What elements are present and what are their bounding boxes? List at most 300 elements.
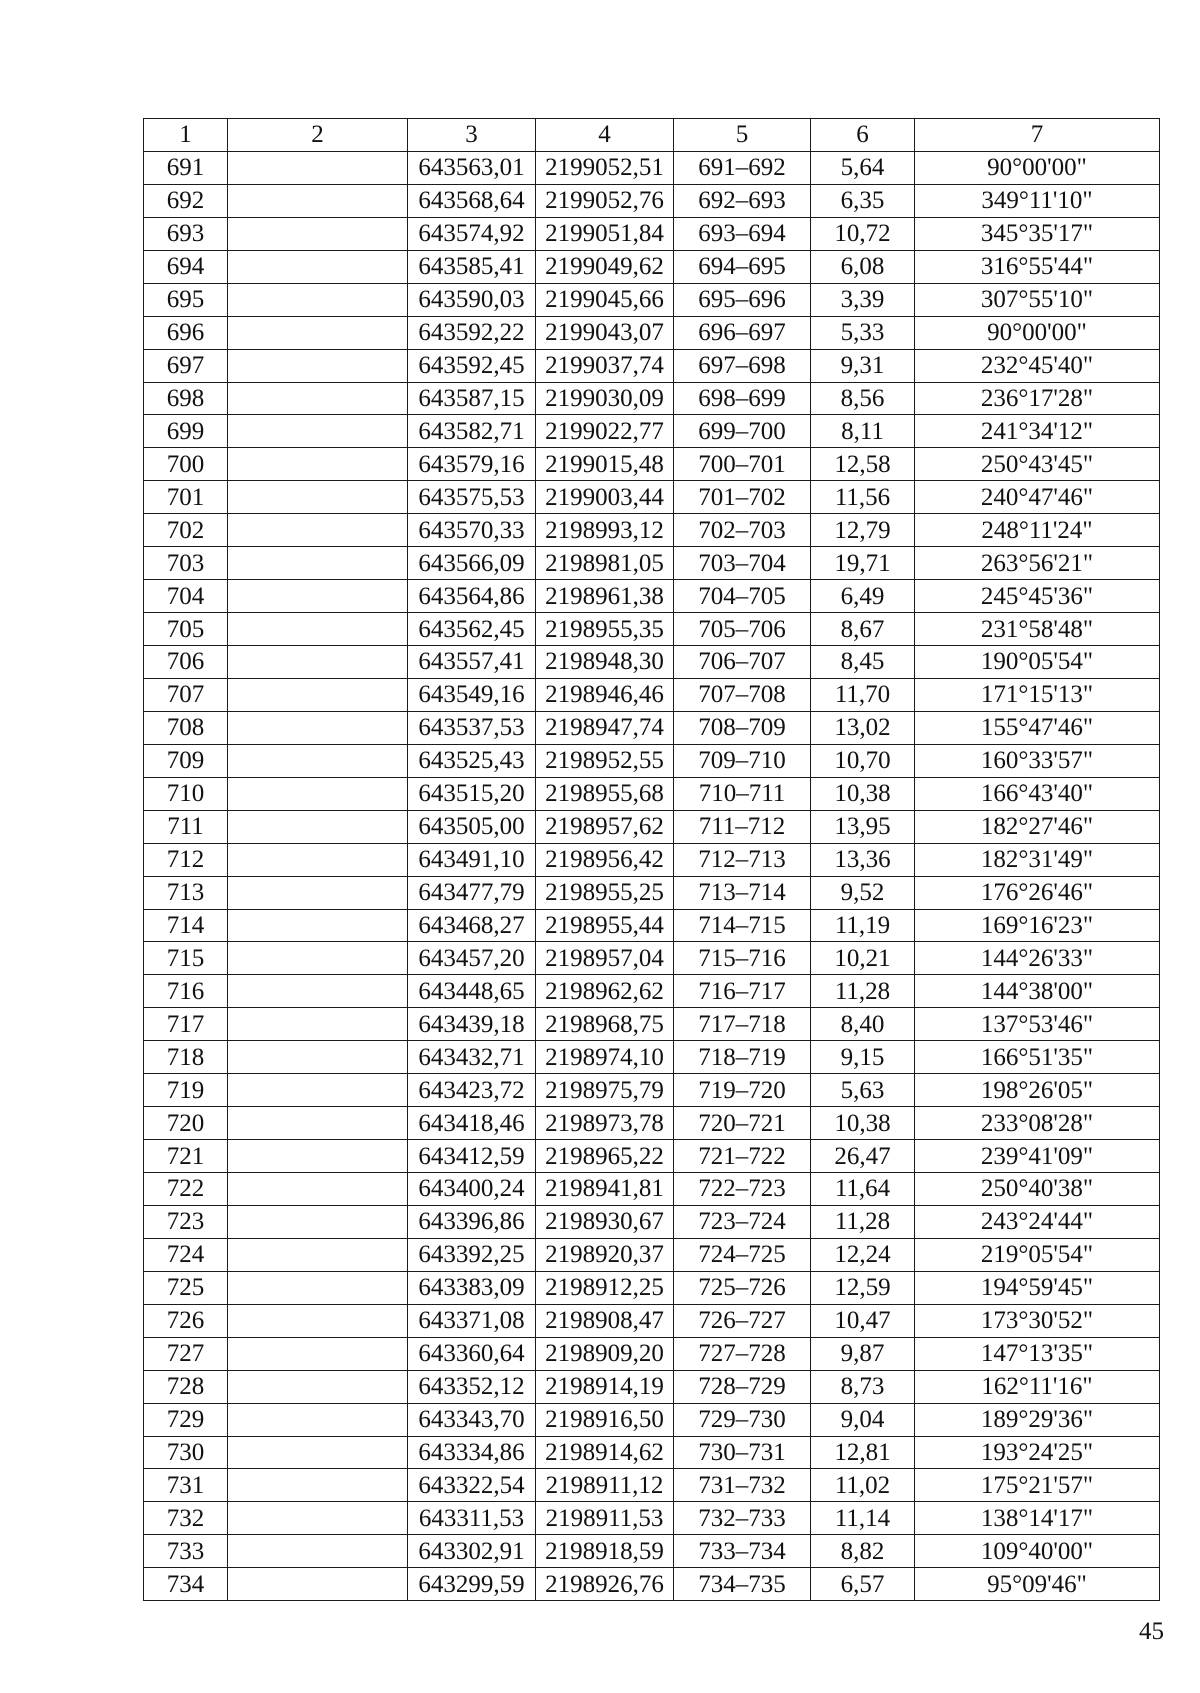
table-row (144, 613, 1160, 646)
table-cell: 11,56 (811, 481, 915, 514)
table-cell: 9,15 (811, 1041, 915, 1074)
table-cell: 733 (144, 1535, 228, 1568)
table-cell: 695–696 (674, 283, 811, 316)
table-cell: 10,72 (811, 217, 915, 250)
table-cell: 2199043,07 (536, 316, 674, 349)
table-cell: 643396,86 (408, 1205, 536, 1238)
table-row (144, 1502, 1160, 1535)
table-cell: 643566,09 (408, 547, 536, 580)
table-cell: 643477,79 (408, 876, 536, 909)
table-cell: 692 (144, 184, 228, 217)
table-cell: 171°15'13" (915, 678, 1160, 711)
table-cell: 643439,18 (408, 1008, 536, 1041)
table-cell: 643468,27 (408, 909, 536, 942)
table-cell: 198°26'05" (915, 1074, 1160, 1107)
table-cell: 643343,70 (408, 1403, 536, 1436)
table-cell: 13,95 (811, 810, 915, 843)
table-cell: 723 (144, 1205, 228, 1238)
table-cell: 2198957,62 (536, 810, 674, 843)
table-cell: 160°33'57" (915, 744, 1160, 777)
table-cell: 643557,41 (408, 646, 536, 679)
table-cell: 219°05'54" (915, 1238, 1160, 1271)
table-cell: 2198926,76 (536, 1568, 674, 1601)
table-cell: 2199051,84 (536, 217, 674, 250)
table-cell: 2198948,30 (536, 646, 674, 679)
table-cell: 138°14'17" (915, 1502, 1160, 1535)
table-cell: 2198955,68 (536, 777, 674, 810)
table-cell: 8,45 (811, 646, 915, 679)
table-cell: 345°35'17" (915, 217, 1160, 250)
table-cell: 643432,71 (408, 1041, 536, 1074)
table-cell: 2198962,62 (536, 975, 674, 1008)
table-row (144, 1436, 1160, 1469)
table-cell: 643311,53 (408, 1502, 536, 1535)
table-cell: 721–722 (674, 1140, 811, 1173)
table-cell (228, 975, 408, 1008)
table-cell (228, 1568, 408, 1601)
table-row (144, 316, 1160, 349)
table-cell: 643537,53 (408, 711, 536, 744)
column-header: 6 (811, 119, 915, 152)
column-header: 2 (228, 119, 408, 152)
table-cell: 8,73 (811, 1370, 915, 1403)
table-cell: 706–707 (674, 646, 811, 679)
table-cell: 90°00'00" (915, 151, 1160, 184)
table-cell: 699–700 (674, 415, 811, 448)
table-cell (228, 1238, 408, 1271)
table-cell: 700–701 (674, 448, 811, 481)
column-header: 3 (408, 119, 536, 152)
table-cell: 162°11'16" (915, 1370, 1160, 1403)
table-cell (228, 711, 408, 744)
table-cell: 643457,20 (408, 942, 536, 975)
table-cell (228, 1337, 408, 1370)
table-cell (228, 1403, 408, 1436)
table-row (144, 1568, 1160, 1601)
table-cell: 703 (144, 547, 228, 580)
table-cell: 643574,92 (408, 217, 536, 250)
table-cell: 9,52 (811, 876, 915, 909)
table-cell: 2199022,77 (536, 415, 674, 448)
table-cell: 643587,15 (408, 382, 536, 415)
table-row (144, 1238, 1160, 1271)
table-cell: 643564,86 (408, 580, 536, 613)
table-cell: 2198965,22 (536, 1140, 674, 1173)
table-cell: 699 (144, 415, 228, 448)
table-cell: 2198908,47 (536, 1304, 674, 1337)
table-cell: 694 (144, 250, 228, 283)
table-cell: 2198909,20 (536, 1337, 674, 1370)
table-cell: 144°26'33" (915, 942, 1160, 975)
table-cell: 236°17'28" (915, 382, 1160, 415)
table-cell: 698 (144, 382, 228, 415)
table-cell: 245°45'36" (915, 580, 1160, 613)
table-cell: 696 (144, 316, 228, 349)
table-cell: 700 (144, 448, 228, 481)
table-cell: 643412,59 (408, 1140, 536, 1173)
table-cell (228, 1304, 408, 1337)
table-cell: 11,28 (811, 975, 915, 1008)
table-cell: 643570,33 (408, 514, 536, 547)
table-cell: 182°31'49" (915, 843, 1160, 876)
table-cell: 176°26'46" (915, 876, 1160, 909)
table-cell: 2198930,67 (536, 1205, 674, 1238)
table-cell: 712–713 (674, 843, 811, 876)
table-cell: 144°38'00" (915, 975, 1160, 1008)
table-cell: 2198955,44 (536, 909, 674, 942)
table-cell (228, 151, 408, 184)
table-cell: 2198952,55 (536, 744, 674, 777)
table-cell: 701 (144, 481, 228, 514)
table-cell: 175°21'57" (915, 1469, 1160, 1502)
table-cell (228, 942, 408, 975)
table-cell: 193°24'25" (915, 1436, 1160, 1469)
table-row (144, 1107, 1160, 1140)
table-cell: 705 (144, 613, 228, 646)
table-cell: 2198916,50 (536, 1403, 674, 1436)
table-cell: 307°55'10" (915, 283, 1160, 316)
table-cell (228, 1074, 408, 1107)
table-cell: 316°55'44" (915, 250, 1160, 283)
table-row (144, 1469, 1160, 1502)
table-cell: 248°11'24" (915, 514, 1160, 547)
table-cell (228, 580, 408, 613)
table-cell (228, 316, 408, 349)
table-cell: 710–711 (674, 777, 811, 810)
table-cell: 8,56 (811, 382, 915, 415)
table-cell (228, 1271, 408, 1304)
table-cell: 8,67 (811, 613, 915, 646)
column-header: 4 (536, 119, 674, 152)
table-row (144, 448, 1160, 481)
table-cell: 2199052,76 (536, 184, 674, 217)
table-cell: 239°41'09" (915, 1140, 1160, 1173)
table-cell: 643579,16 (408, 448, 536, 481)
table-cell: 8,40 (811, 1008, 915, 1041)
table-cell: 643418,46 (408, 1107, 536, 1140)
table-cell: 8,82 (811, 1535, 915, 1568)
table-cell: 232°45'40" (915, 349, 1160, 382)
table-cell: 709–710 (674, 744, 811, 777)
table-row (144, 349, 1160, 382)
table-cell (228, 646, 408, 679)
table-cell: 2198920,37 (536, 1238, 674, 1271)
table-cell (228, 678, 408, 711)
table-cell: 2198941,81 (536, 1173, 674, 1206)
table-cell: 643575,53 (408, 481, 536, 514)
column-header: 7 (915, 119, 1160, 152)
table-cell: 697 (144, 349, 228, 382)
table-cell: 717 (144, 1008, 228, 1041)
table-cell: 722 (144, 1173, 228, 1206)
table-cell: 11,02 (811, 1469, 915, 1502)
table-cell: 724–725 (674, 1238, 811, 1271)
column-header: 5 (674, 119, 811, 152)
table-header-row (144, 119, 1160, 152)
table-cell: 734 (144, 1568, 228, 1601)
table-cell: 2198914,62 (536, 1436, 674, 1469)
table-cell: 6,08 (811, 250, 915, 283)
table-cell: 696–697 (674, 316, 811, 349)
table-cell: 6,57 (811, 1568, 915, 1601)
table-cell: 731–732 (674, 1469, 811, 1502)
table-cell: 712 (144, 843, 228, 876)
table-cell: 643515,20 (408, 777, 536, 810)
table-cell: 643585,41 (408, 250, 536, 283)
table-cell: 11,14 (811, 1502, 915, 1535)
table-cell: 643568,64 (408, 184, 536, 217)
table-body (144, 119, 1160, 1601)
table-row (144, 481, 1160, 514)
table-cell: 711 (144, 810, 228, 843)
table-cell: 13,02 (811, 711, 915, 744)
table-cell: 194°59'45" (915, 1271, 1160, 1304)
table-cell: 250°40'38" (915, 1173, 1160, 1206)
table-cell (228, 1173, 408, 1206)
table-cell: 643322,54 (408, 1469, 536, 1502)
table-cell: 643334,86 (408, 1436, 536, 1469)
table-row (144, 777, 1160, 810)
table-cell (228, 1041, 408, 1074)
table-cell: 643549,16 (408, 678, 536, 711)
table-cell: 643423,72 (408, 1074, 536, 1107)
table-cell: 717–718 (674, 1008, 811, 1041)
table-row (144, 678, 1160, 711)
table-cell: 730 (144, 1436, 228, 1469)
table-cell: 2198947,74 (536, 711, 674, 744)
table-cell: 2198955,25 (536, 876, 674, 909)
table-cell (228, 1502, 408, 1535)
table-cell: 710 (144, 777, 228, 810)
table-row (144, 810, 1160, 843)
table-cell: 691 (144, 151, 228, 184)
table-cell: 643383,09 (408, 1271, 536, 1304)
table-cell: 693 (144, 217, 228, 250)
table-row (144, 1140, 1160, 1173)
table-cell: 714 (144, 909, 228, 942)
table-row (144, 646, 1160, 679)
table-cell: 19,71 (811, 547, 915, 580)
table-row (144, 843, 1160, 876)
table-cell: 190°05'54" (915, 646, 1160, 679)
table-cell: 734–735 (674, 1568, 811, 1601)
table-cell: 706 (144, 646, 228, 679)
table-cell (228, 448, 408, 481)
table-cell: 147°13'35" (915, 1337, 1160, 1370)
table-cell: 349°11'10" (915, 184, 1160, 217)
table-cell (228, 876, 408, 909)
table-cell (228, 1535, 408, 1568)
table-cell: 643371,08 (408, 1304, 536, 1337)
table-cell: 697–698 (674, 349, 811, 382)
table-row (144, 250, 1160, 283)
table-cell: 713–714 (674, 876, 811, 909)
table-cell (228, 250, 408, 283)
table-cell: 716 (144, 975, 228, 1008)
table-cell: 12,24 (811, 1238, 915, 1271)
table-cell: 6,49 (811, 580, 915, 613)
table-cell: 2198946,46 (536, 678, 674, 711)
table-cell: 109°40'00" (915, 1535, 1160, 1568)
table-cell: 643360,64 (408, 1337, 536, 1370)
table-cell: 643592,22 (408, 316, 536, 349)
table-cell: 2198968,75 (536, 1008, 674, 1041)
table-cell: 720–721 (674, 1107, 811, 1140)
table-row (144, 514, 1160, 547)
table-cell: 2198956,42 (536, 843, 674, 876)
table-cell: 701–702 (674, 481, 811, 514)
table-cell (228, 1205, 408, 1238)
table-cell: 95°09'46" (915, 1568, 1160, 1601)
table-cell: 643491,10 (408, 843, 536, 876)
table-cell (228, 1469, 408, 1502)
table-row (144, 909, 1160, 942)
table-cell (228, 777, 408, 810)
table-cell: 694–695 (674, 250, 811, 283)
table-cell: 732 (144, 1502, 228, 1535)
table-cell: 725 (144, 1271, 228, 1304)
table-cell: 727 (144, 1337, 228, 1370)
table-cell: 11,70 (811, 678, 915, 711)
table-row (144, 975, 1160, 1008)
table-cell: 733–734 (674, 1535, 811, 1568)
table-cell: 707 (144, 678, 228, 711)
table-cell: 10,21 (811, 942, 915, 975)
table-cell: 250°43'45" (915, 448, 1160, 481)
table-cell: 2198981,05 (536, 547, 674, 580)
table-cell (228, 415, 408, 448)
table-cell: 643302,91 (408, 1535, 536, 1568)
column-header: 1 (144, 119, 228, 152)
table-cell: 9,31 (811, 349, 915, 382)
table-cell: 233°08'28" (915, 1107, 1160, 1140)
table-cell: 263°56'21" (915, 547, 1160, 580)
table-cell: 731 (144, 1469, 228, 1502)
table-cell: 643299,59 (408, 1568, 536, 1601)
table-cell: 10,47 (811, 1304, 915, 1337)
table-cell (228, 217, 408, 250)
table-row (144, 184, 1160, 217)
table-cell (228, 1140, 408, 1173)
table-cell: 2198957,04 (536, 942, 674, 975)
table-cell: 726–727 (674, 1304, 811, 1337)
table-cell (228, 349, 408, 382)
table-cell: 729–730 (674, 1403, 811, 1436)
table-cell (228, 283, 408, 316)
table-cell: 231°58'48" (915, 613, 1160, 646)
table-cell: 708–709 (674, 711, 811, 744)
table-cell: 720 (144, 1107, 228, 1140)
table-cell: 723–724 (674, 1205, 811, 1238)
table-cell: 2198993,12 (536, 514, 674, 547)
table-cell: 12,58 (811, 448, 915, 481)
table-cell: 643505,00 (408, 810, 536, 843)
table-cell: 729 (144, 1403, 228, 1436)
table-cell: 26,47 (811, 1140, 915, 1173)
table-cell: 189°29'36" (915, 1403, 1160, 1436)
table-cell: 702–703 (674, 514, 811, 547)
table-cell: 718–719 (674, 1041, 811, 1074)
table-row (144, 217, 1160, 250)
table-row (144, 283, 1160, 316)
table-cell: 725–726 (674, 1271, 811, 1304)
table-cell: 2199037,74 (536, 349, 674, 382)
table-cell: 643352,12 (408, 1370, 536, 1403)
table-cell: 715–716 (674, 942, 811, 975)
table-cell: 2198912,25 (536, 1271, 674, 1304)
table-cell (228, 1370, 408, 1403)
table-cell: 716–717 (674, 975, 811, 1008)
table-cell: 691–692 (674, 151, 811, 184)
table-cell: 11,28 (811, 1205, 915, 1238)
table-cell: 704 (144, 580, 228, 613)
table-cell: 241°34'12" (915, 415, 1160, 448)
table-cell (228, 1107, 408, 1140)
table-row (144, 580, 1160, 613)
table-cell (228, 613, 408, 646)
table-cell: 715 (144, 942, 228, 975)
table-row (144, 547, 1160, 580)
table-cell (228, 810, 408, 843)
table-cell (228, 1436, 408, 1469)
table-row (144, 1205, 1160, 1238)
table-cell: 2198955,35 (536, 613, 674, 646)
table-cell: 173°30'52" (915, 1304, 1160, 1337)
table-cell: 643563,01 (408, 151, 536, 184)
table-cell: 12,81 (811, 1436, 915, 1469)
table-cell: 711–712 (674, 810, 811, 843)
table-cell: 643592,45 (408, 349, 536, 382)
table-row (144, 1304, 1160, 1337)
table-cell: 2198911,53 (536, 1502, 674, 1535)
table-cell: 240°47'46" (915, 481, 1160, 514)
coordinates-table (143, 118, 1160, 1601)
table-cell: 90°00'00" (915, 316, 1160, 349)
table-cell (228, 184, 408, 217)
table-cell: 10,70 (811, 744, 915, 777)
table-cell: 718 (144, 1041, 228, 1074)
table-cell: 3,39 (811, 283, 915, 316)
table-cell: 5,33 (811, 316, 915, 349)
table-cell: 719–720 (674, 1074, 811, 1107)
table-cell (228, 1008, 408, 1041)
table-cell: 166°51'35" (915, 1041, 1160, 1074)
table-cell: 5,64 (811, 151, 915, 184)
table-row (144, 1173, 1160, 1206)
table-cell: 728 (144, 1370, 228, 1403)
table-cell: 243°24'44" (915, 1205, 1160, 1238)
table-cell: 713 (144, 876, 228, 909)
table-cell: 714–715 (674, 909, 811, 942)
table-cell (228, 547, 408, 580)
table-cell: 724 (144, 1238, 228, 1271)
table-cell: 2198911,12 (536, 1469, 674, 1502)
table-cell: 732–733 (674, 1502, 811, 1535)
table-cell: 730–731 (674, 1436, 811, 1469)
table-row (144, 1535, 1160, 1568)
table-cell: 726 (144, 1304, 228, 1337)
table-cell: 166°43'40" (915, 777, 1160, 810)
table-cell: 707–708 (674, 678, 811, 711)
table-cell: 12,79 (811, 514, 915, 547)
table-cell: 169°16'23" (915, 909, 1160, 942)
page-number: 45 (1139, 1618, 1164, 1645)
table-cell: 704–705 (674, 580, 811, 613)
table-cell: 708 (144, 711, 228, 744)
table-row (144, 1337, 1160, 1370)
table-cell: 728–729 (674, 1370, 811, 1403)
table-cell: 702 (144, 514, 228, 547)
